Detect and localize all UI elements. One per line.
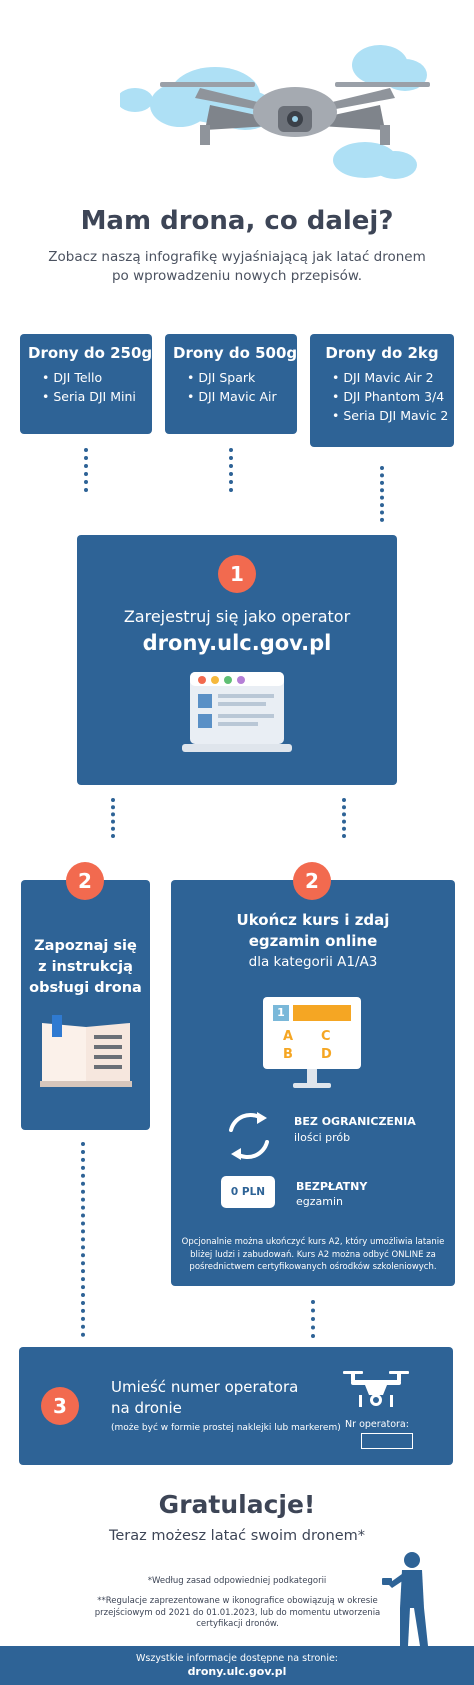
category-list xyxy=(318,368,449,425)
list-item: • Seria DJI Mini xyxy=(42,387,144,406)
step-number-badge: 1 xyxy=(218,555,256,593)
step3-card xyxy=(19,1347,453,1465)
connector-line xyxy=(229,448,233,492)
category-card-250g xyxy=(20,334,152,434)
category-card-500g xyxy=(165,334,297,434)
connector-line xyxy=(311,1300,315,1338)
connector-line xyxy=(342,798,346,838)
operator-number-field xyxy=(361,1433,413,1449)
drone-top-icon xyxy=(341,1367,411,1411)
step-number-badge: 2 xyxy=(66,862,104,900)
drone-hero-illustration xyxy=(120,30,450,180)
category-list xyxy=(28,368,144,406)
quiz-letter: C xyxy=(321,1029,331,1044)
footnote-subcategory: *Według zasad odpowiedniej podkategorii xyxy=(147,1576,327,1586)
step1-card xyxy=(77,535,397,785)
category-title: Drony do 500g xyxy=(173,344,298,362)
feature-unlimited-title: BEZ OGRANICZENIA xyxy=(294,1115,416,1128)
operator-number-label: Nr operatora: xyxy=(345,1419,409,1430)
congrats-title: Gratulacje! xyxy=(158,1490,316,1519)
price-badge: 0 PLN xyxy=(221,1176,275,1208)
quiz-question-bar xyxy=(293,1005,351,1021)
footer-bar xyxy=(0,1646,474,1685)
quiz-letter: A xyxy=(283,1029,294,1044)
page-title: Mam drona, co dalej? xyxy=(80,206,394,236)
refresh-cycle-icon xyxy=(221,1108,277,1164)
quiz-number: 1 xyxy=(273,1005,289,1021)
step1-text: Zarejestruj się jako operator xyxy=(123,607,351,626)
step-number-badge: 3 xyxy=(41,1387,79,1425)
feature-free-sub: egzamin xyxy=(296,1195,344,1208)
step2-exam-text: Ukończ kurs i zdaj egzamin online dla kategorii A1/A3 xyxy=(236,911,390,970)
list-item: • DJI Phantom 3/4 xyxy=(332,387,446,406)
connector-line xyxy=(81,1142,85,1337)
connector-line xyxy=(111,798,115,838)
monitor-stand xyxy=(307,1069,317,1083)
step2-instructions-card xyxy=(21,869,150,1130)
category-list xyxy=(173,368,289,406)
monitor-quiz-icon xyxy=(263,997,361,1092)
category-title: Drony do 250g xyxy=(28,344,153,362)
quiz-letter: D xyxy=(321,1047,332,1062)
category-card-2kg xyxy=(310,334,454,447)
monitor-base xyxy=(293,1083,331,1088)
feature-free-title: BEZPŁATNY xyxy=(296,1180,368,1193)
connector-line xyxy=(380,466,384,522)
laptop-icon xyxy=(182,670,292,760)
step-number-badge: 2 xyxy=(293,862,331,900)
quiz-letter: B xyxy=(283,1047,293,1062)
list-item: • Seria DJI Mavic 2 xyxy=(332,406,446,425)
step3-text: Umieść numer operatora na dronie xyxy=(111,1378,299,1417)
step2-instructions-text: Zapoznaj się z instrukcją obsługi drona xyxy=(29,938,142,996)
register-url-link[interactable]: drony.ulc.gov.pl xyxy=(142,631,332,655)
list-item: • DJI Spark xyxy=(187,368,289,387)
step2-exam-card xyxy=(171,869,455,1286)
footer-text: Wszystkie informacje dostępne na stronie: xyxy=(135,1653,339,1664)
list-item: • DJI Mavic Air xyxy=(187,387,289,406)
course-a2-note: Opcjonalnie można ukończyć kurs A2, który umożliwia latanie bliżej ludzi i zabudowań. Kurs A2 można odbyć ONLINE za pośrednictwem certyfikowanych ośrodków szkoleniowych. xyxy=(181,1237,445,1272)
page-subtitle: Zobacz naszą infografikę wyjaśniającą jak latać dronem po wprowadzeniu nowych przepisów. xyxy=(48,249,426,284)
connector-line xyxy=(84,448,88,492)
category-title: Drony do 2kg xyxy=(325,344,439,362)
feature-unlimited-sub: ilości prób xyxy=(294,1131,351,1144)
step3-note: (może być w formie prostej naklejki lub markerem) xyxy=(111,1423,341,1433)
footer-link[interactable]: drony.ulc.gov.pl xyxy=(187,1665,287,1678)
book-icon xyxy=(40,1015,132,1087)
congrats-subtitle: Teraz możesz latać swoim dronem* xyxy=(108,1528,365,1544)
footnote-regulations: **Regulacje zaprezentowane w ikonografice obowiązują w okresie przejściowym od 2021 do 01.01.2023, lub do momentu utworzenia certyfikacji dronów. xyxy=(94,1596,381,1629)
pilot-person-icon xyxy=(378,1550,438,1650)
list-item: • DJI Mavic Air 2 xyxy=(332,368,446,387)
list-item: • DJI Tello xyxy=(42,368,144,387)
